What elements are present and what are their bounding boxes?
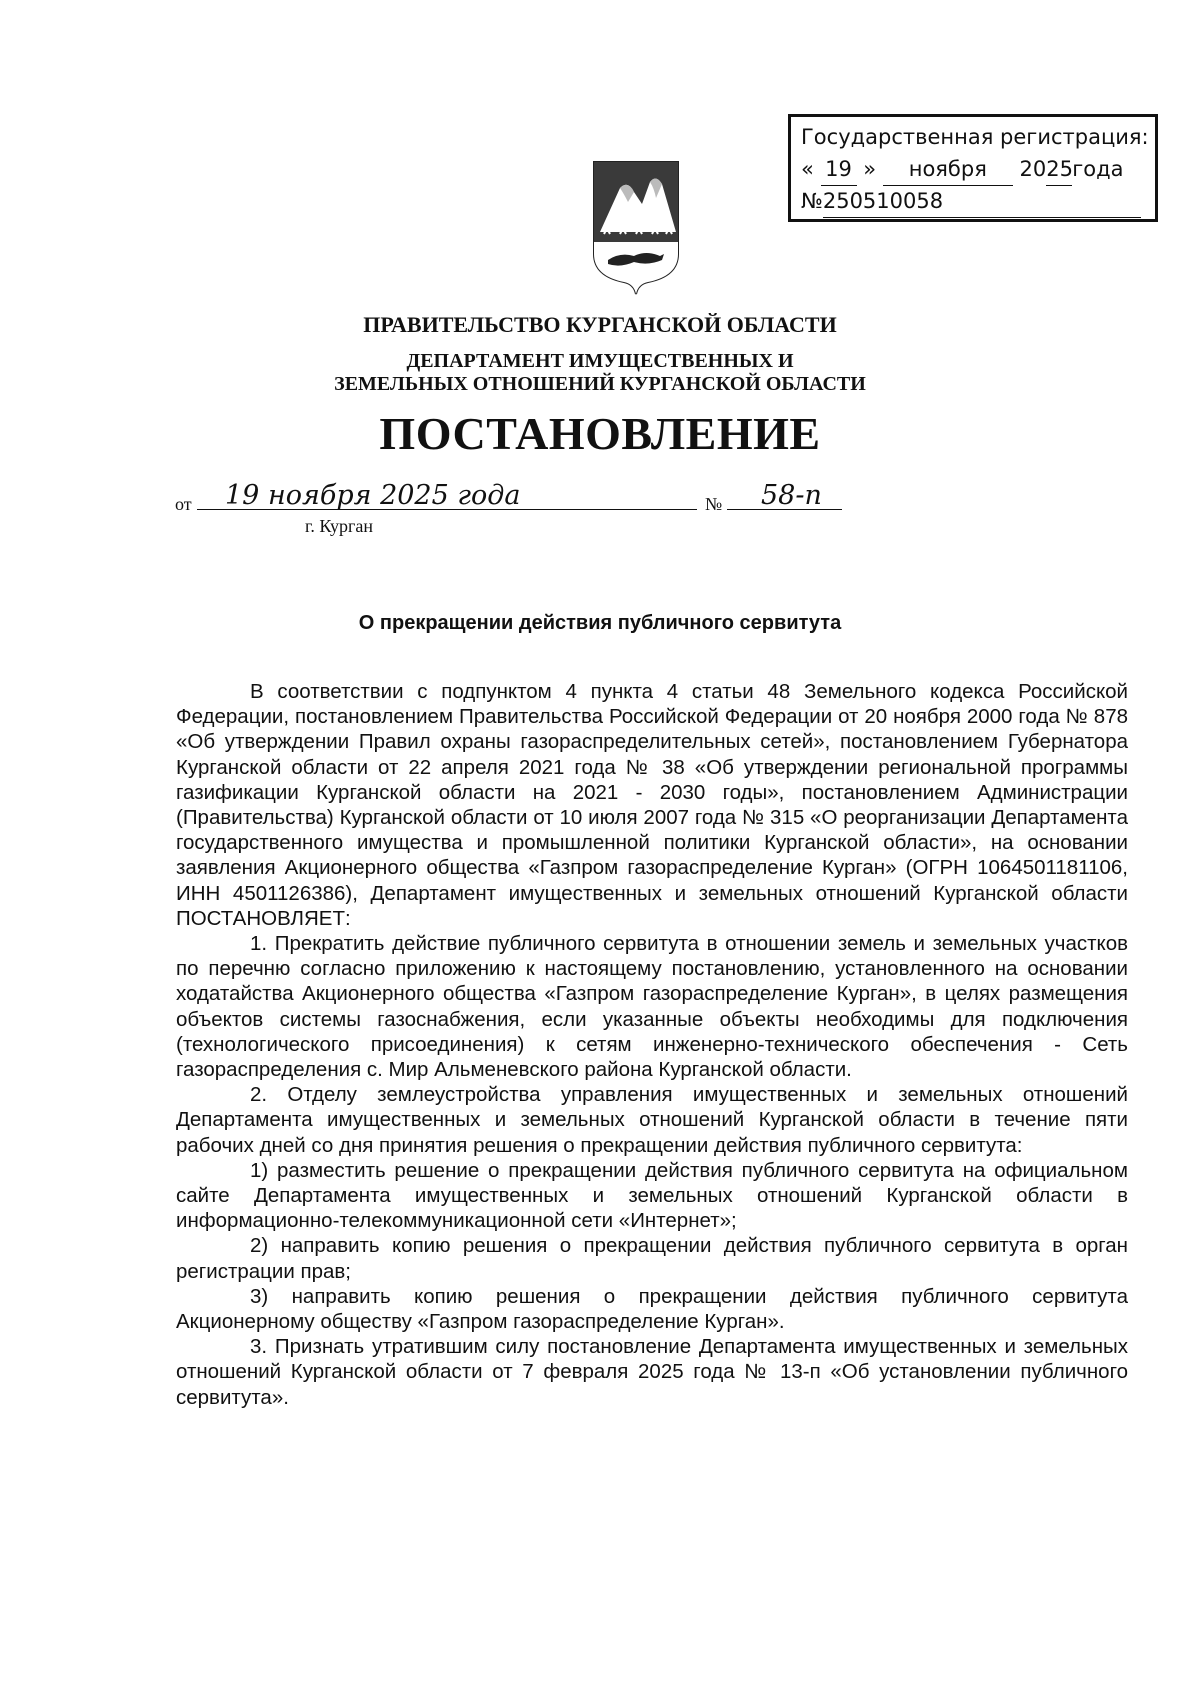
government-title: ПРАВИТЕЛЬСТВО КУРГАНСКОЙ ОБЛАСТИ — [363, 312, 837, 337]
paragraph: 1. Прекратить действие публичного сервитута в отношении земель и земельных участков по перечню согласно приложению к настоящему постановлению, установленного на основании ходатайства Акционерного общества «Газпром газораспределение Курган», в целях размещения объектов системы газоснабжения, если указанные объекты необходимы для подключения (технологического присоединения) к сетям инженерно-технического обеспечения - Сеть газораспределения с. Мир Альменевского района Курганской области. — [176, 932, 1128, 1082]
registration-date: « 19 » ноября 2025года — [801, 153, 1155, 185]
paragraph: В соответствии с подпунктом 4 пункта 4 статьи 48 Земельного кодекса Российской Федерации, постановлением Правительства Российской Федерации от 20 ноября 2000 года № 878 «Об утверждении Правил охраны газораспределительных сетей», постановлением Губернатора Курганской области от 22 апреля 2021 года № 38 «Об утверждении региональной программы газификации Курганской области на 2021 - 2030 годы», постановлением Администрации (Правительства) Курганской области от 10 июля 2007 года № 315 «О реорганизации Департамента государственного имущества и промышленной политики Курганской области», на основании заявления Акционерного общества «Газпром газораспределение Курган» (ОГРН 1064501181106, ИНН 4501126386), Департамент имущественных и земельных отношений Курганской области ПОСТАНОВЛЯЕТ: — [176, 680, 1128, 930]
paragraph: 2) направить копию решения о прекращении действия публичного сервитута в орган регистрации прав; — [176, 1234, 1128, 1283]
paragraph: 3. Признать утратившим силу постановление Департамента имущественных и земельных отношений Курганской области от 7 февраля 2025 года № 13-п «Об установлении публичного сервитута». — [176, 1335, 1128, 1409]
from-label: от — [175, 494, 192, 514]
coat-of-arms-icon — [590, 158, 682, 296]
document-subject: О прекращении действия публичного сервитута — [358, 612, 842, 634]
paragraph: 2. Отделу землеустройства управления имущественных и земельных отношений Департамента имущественных и земельных отношений Курганской области в течение пяти рабочих дней со дня принятия решения о прекращении действия публичного сервитута: — [176, 1083, 1128, 1157]
registration-title: Государственная регистрация: — [801, 125, 1149, 149]
department-title-line2: ЗЕМЕЛЬНЫХ ОТНОШЕНИЙ КУРГАНСКОЙ ОБЛАСТИ — [334, 373, 866, 395]
registration-stamp — [788, 114, 1158, 222]
registration-year: 25 — [1046, 153, 1072, 186]
registration-day: 19 — [821, 153, 857, 186]
paragraph: 3) направить копию решения о прекращении действия публичного сервитута Акционерному обществу «Газпром газораспределение Курган». — [176, 1284, 1128, 1334]
registration-number-value: 250510058 — [823, 185, 1141, 218]
document-body — [176, 679, 1128, 1410]
number-label: № — [705, 494, 723, 514]
handwritten-number: 58-п — [727, 480, 842, 510]
paragraph: 1) разместить решение о прекращении действия публичного сервитута на официальном сайте Департамента имущественных и земельных отношений Курганской области в информационно-телекоммуникационной сети «Интернет»; — [176, 1158, 1128, 1233]
city: г. Курган — [305, 516, 374, 536]
handwritten-date: 19 ноября 2025 года — [197, 480, 697, 510]
date-number-line — [175, 480, 822, 548]
department-title-line1: ДЕПАРТАМЕНТ ИМУЩЕСТВЕННЫХ И — [406, 350, 794, 372]
document-type: ПОСТАНОВЛЕНИЕ — [379, 408, 821, 459]
registration-month: ноября — [883, 153, 1013, 186]
registration-number: №250510058 — [801, 185, 1155, 217]
